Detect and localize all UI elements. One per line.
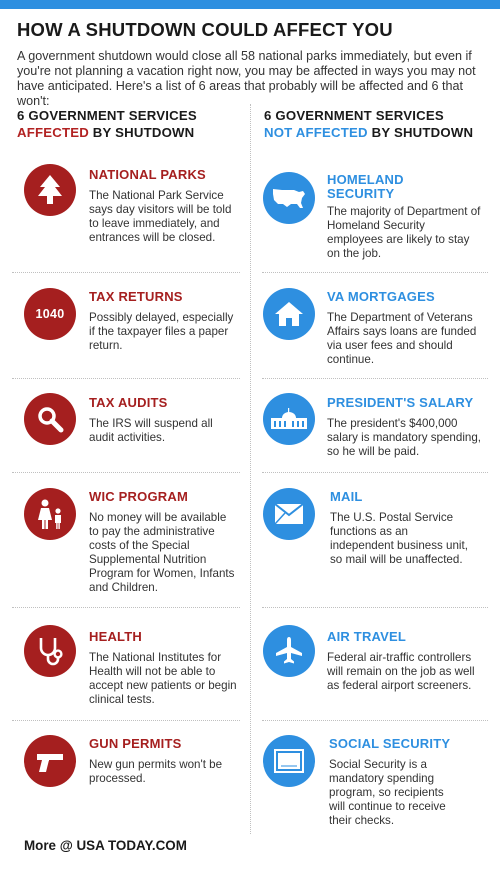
not-affected-item-title: MAIL [330, 489, 363, 504]
house-icon [263, 288, 315, 340]
row-divider [12, 272, 240, 273]
row-divider [262, 272, 488, 273]
column-divider [250, 104, 251, 834]
affected-header-line1: 6 GOVERNMENT SERVICES [17, 108, 197, 123]
row-divider [12, 720, 240, 721]
not-affected-header-line1: 6 GOVERNMENT SERVICES [264, 108, 444, 123]
row-divider [262, 607, 488, 608]
affected-item-desc: Possibly delayed, especially if the taxpayer files a paper return. [89, 311, 234, 353]
row-divider [12, 607, 240, 608]
stethoscope-icon [24, 625, 76, 677]
affected-item-title: TAX RETURNS [89, 289, 183, 304]
affected-item-title: GUN PERMITS [89, 736, 182, 751]
tree-icon [24, 164, 76, 216]
not-affected-highlight: NOT AFFECTED [264, 125, 368, 140]
not-affected-item-title: VA MORTGAGES [327, 289, 435, 304]
affected-column-header [17, 107, 197, 141]
row-divider [262, 378, 488, 379]
affected-item-title: NATIONAL PARKS [89, 167, 206, 182]
tax-form-1040-icon [24, 288, 76, 340]
affected-item-desc: No money will be available to pay the administrative costs of the Special Supplemental Nutrition Program for Women, Infants and Children. [89, 511, 235, 595]
intro-paragraph: A government shutdown would close all 58 national parks immediately, but even if you're not planning a vacation right now, you may be affected in ways you may not have anticipated. Here's a list of 6 areas that probably will be affected and 6 that won't: [17, 49, 476, 108]
not-affected-item-desc: The U.S. Postal Service functions as an independent business unit, so mail will be unaffected. [330, 511, 468, 567]
not-affected-item-title: AIR TRAVEL [327, 629, 407, 644]
affected-header-rest: BY SHUTDOWN [88, 125, 195, 140]
envelope-icon [263, 488, 315, 540]
footer-link[interactable]: More @ USA TODAY.COM [24, 838, 187, 853]
tax-form-1040-text: 1040 [35, 307, 65, 321]
page-title: HOW A SHUTDOWN COULD AFFECT YOU [17, 19, 393, 40]
not-affected-item-desc: Social Security is a mandatory spending program, so recipients will continue to receive their checks. [329, 758, 446, 828]
mother-child-icon [24, 488, 76, 540]
not-affected-item-title: HOMELAND SECURITY [327, 172, 404, 201]
row-divider [262, 720, 488, 721]
magnifier-icon [24, 393, 76, 445]
affected-item-title: TAX AUDITS [89, 395, 168, 410]
top-accent-bar [0, 0, 500, 9]
not-affected-header-rest: BY SHUTDOWN [367, 125, 474, 140]
affected-item-title: HEALTH [89, 629, 142, 644]
handgun-icon [24, 735, 76, 787]
airplane-icon [263, 625, 315, 677]
not-affected-item-desc: The president's $400,000 salary is mandatory spending, so he will be paid. [327, 417, 482, 459]
affected-highlight: AFFECTED [17, 125, 89, 140]
affected-item-desc: The National Park Service says day visitors will be told to leave immediately, and entrances will be closed. [89, 189, 232, 245]
not-affected-column-header [264, 107, 473, 141]
not-affected-item-title: SOCIAL SECURITY [329, 736, 451, 751]
row-divider [12, 472, 240, 473]
row-divider [12, 378, 240, 379]
not-affected-item-desc: The majority of Department of Homeland Security employees are likely to stay on the job. [327, 205, 481, 261]
not-affected-item-desc: Federal air-traffic controllers will remain on the job as well as federal airport screeners. [327, 651, 475, 693]
affected-item-desc: The IRS will suspend all audit activities. [89, 417, 213, 445]
us-map-icon [263, 172, 315, 224]
affected-item-title: WIC PROGRAM [89, 489, 188, 504]
affected-item-desc: New gun permits won't be processed. [89, 758, 223, 786]
row-divider [262, 472, 488, 473]
check-icon [263, 735, 315, 787]
white-house-icon [263, 393, 315, 445]
not-affected-item-desc: The Department of Veterans Affairs says loans are funded via user fees and should continue. [327, 311, 477, 367]
not-affected-item-title: PRESIDENT'S SALARY [327, 395, 474, 410]
affected-item-desc: The National Institutes for Health will not be able to accept new patients or begin clinical tests. [89, 651, 237, 707]
